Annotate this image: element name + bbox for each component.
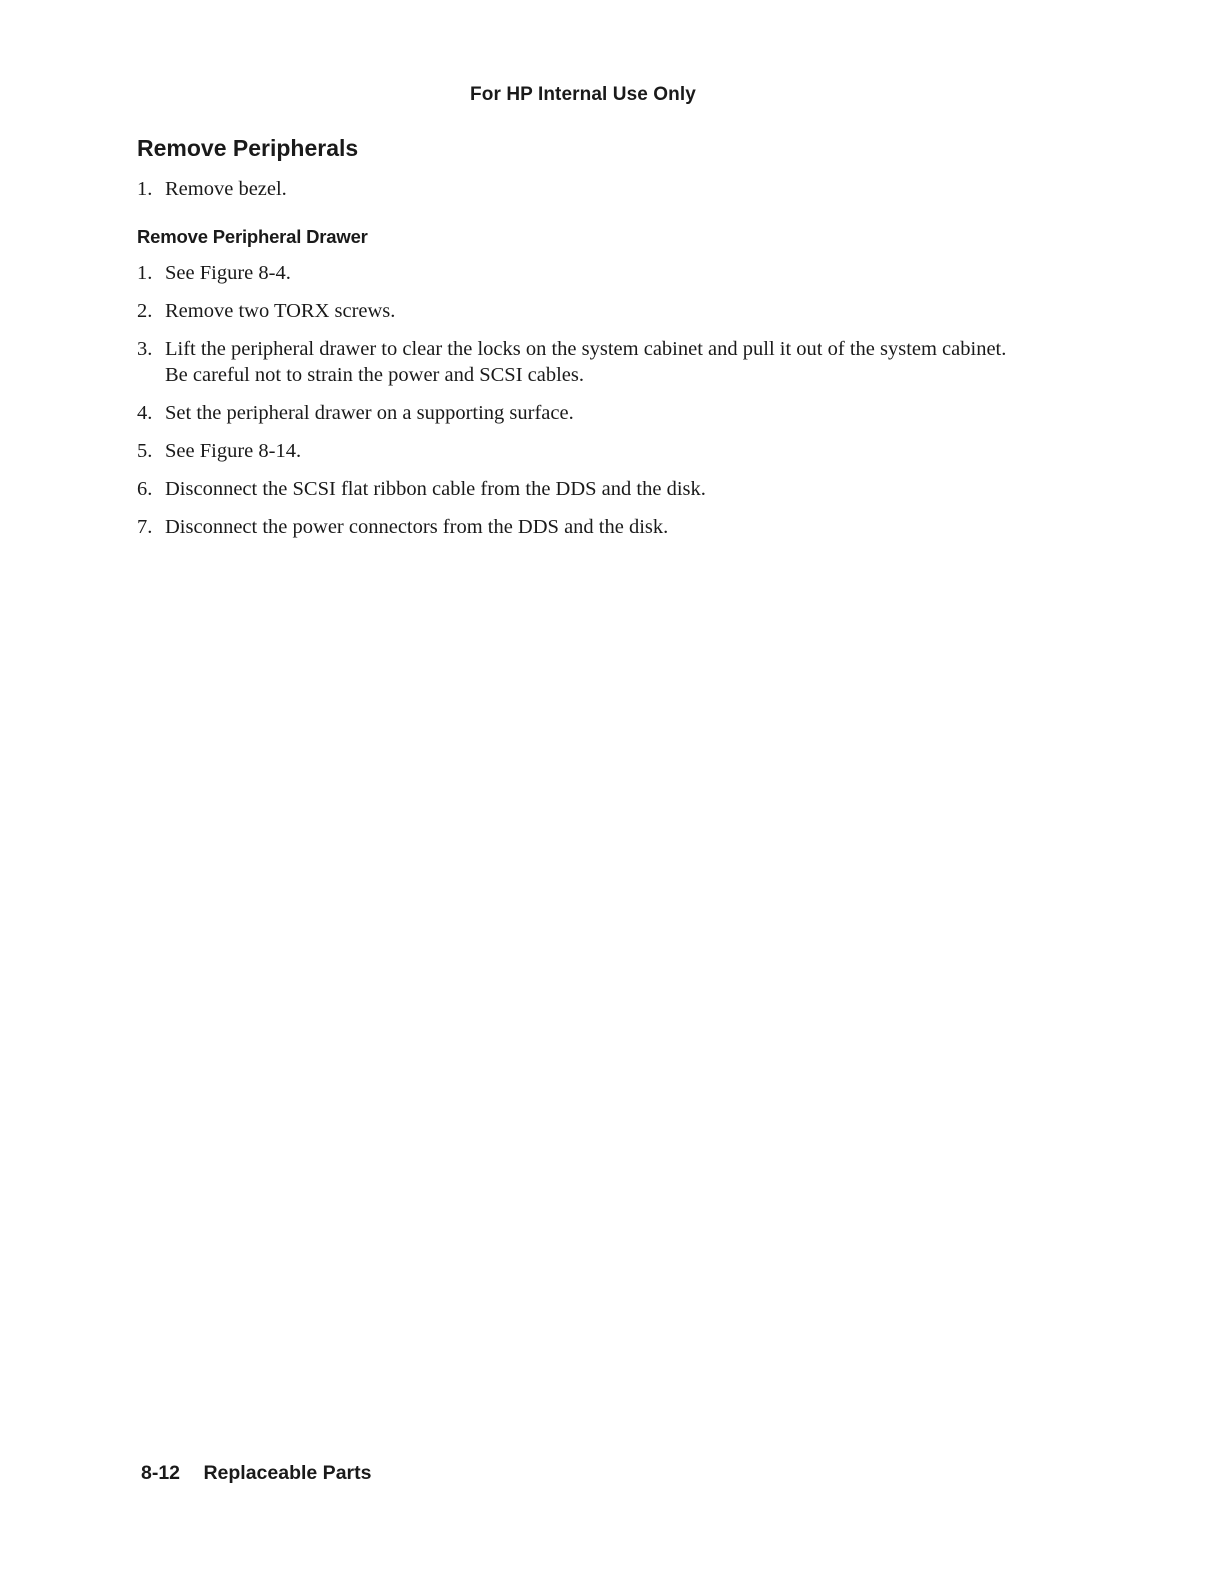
step-text: Disconnect the power connectors from the DDS and the disk.	[165, 516, 669, 538]
step-number: 1.	[137, 262, 153, 284]
step-text: Lift the peripheral drawer to clear the locks on the system cabinet and pull it out of the system cabinet. Be careful not to strain the power and SCSI cables.	[165, 338, 1007, 386]
step-number: 4.	[137, 402, 153, 424]
header-note: For HP Internal Use Only	[470, 84, 696, 105]
subsection-step	[137, 514, 1017, 540]
page-content	[137, 132, 1017, 552]
step-text: Remove bezel.	[165, 178, 287, 200]
section-steps	[137, 176, 1017, 202]
subsection-step	[137, 438, 1017, 464]
step-number: 1.	[137, 178, 153, 200]
step-text: See Figure 8-4.	[165, 262, 291, 284]
step-text: Set the peripheral drawer on a supporting surface.	[165, 402, 574, 424]
step-text: Remove two TORX screws.	[165, 300, 396, 322]
step-number: 6.	[137, 478, 153, 500]
chapter-title: Replaceable Parts	[203, 1462, 372, 1484]
step-number: 3.	[137, 338, 153, 360]
subsection-step	[137, 400, 1017, 426]
subsection-step	[137, 476, 1017, 502]
section-step	[137, 176, 1017, 202]
subsection-step	[137, 336, 1017, 388]
step-text: Disconnect the SCSI flat ribbon cable from the DDS and the disk.	[165, 478, 706, 500]
page-footer	[141, 1462, 371, 1485]
page-number: 8-12	[141, 1462, 181, 1484]
subsection-step	[137, 298, 1017, 324]
step-number: 7.	[137, 516, 153, 538]
step-number: 2.	[137, 300, 153, 322]
subsection-title: Remove Peripheral Drawer	[137, 226, 368, 247]
step-number: 5.	[137, 440, 153, 462]
subsection-steps	[137, 260, 1017, 540]
subsection-step	[137, 260, 1017, 286]
step-text: See Figure 8-14.	[165, 440, 302, 462]
section-title: Remove Peripherals	[137, 135, 359, 161]
